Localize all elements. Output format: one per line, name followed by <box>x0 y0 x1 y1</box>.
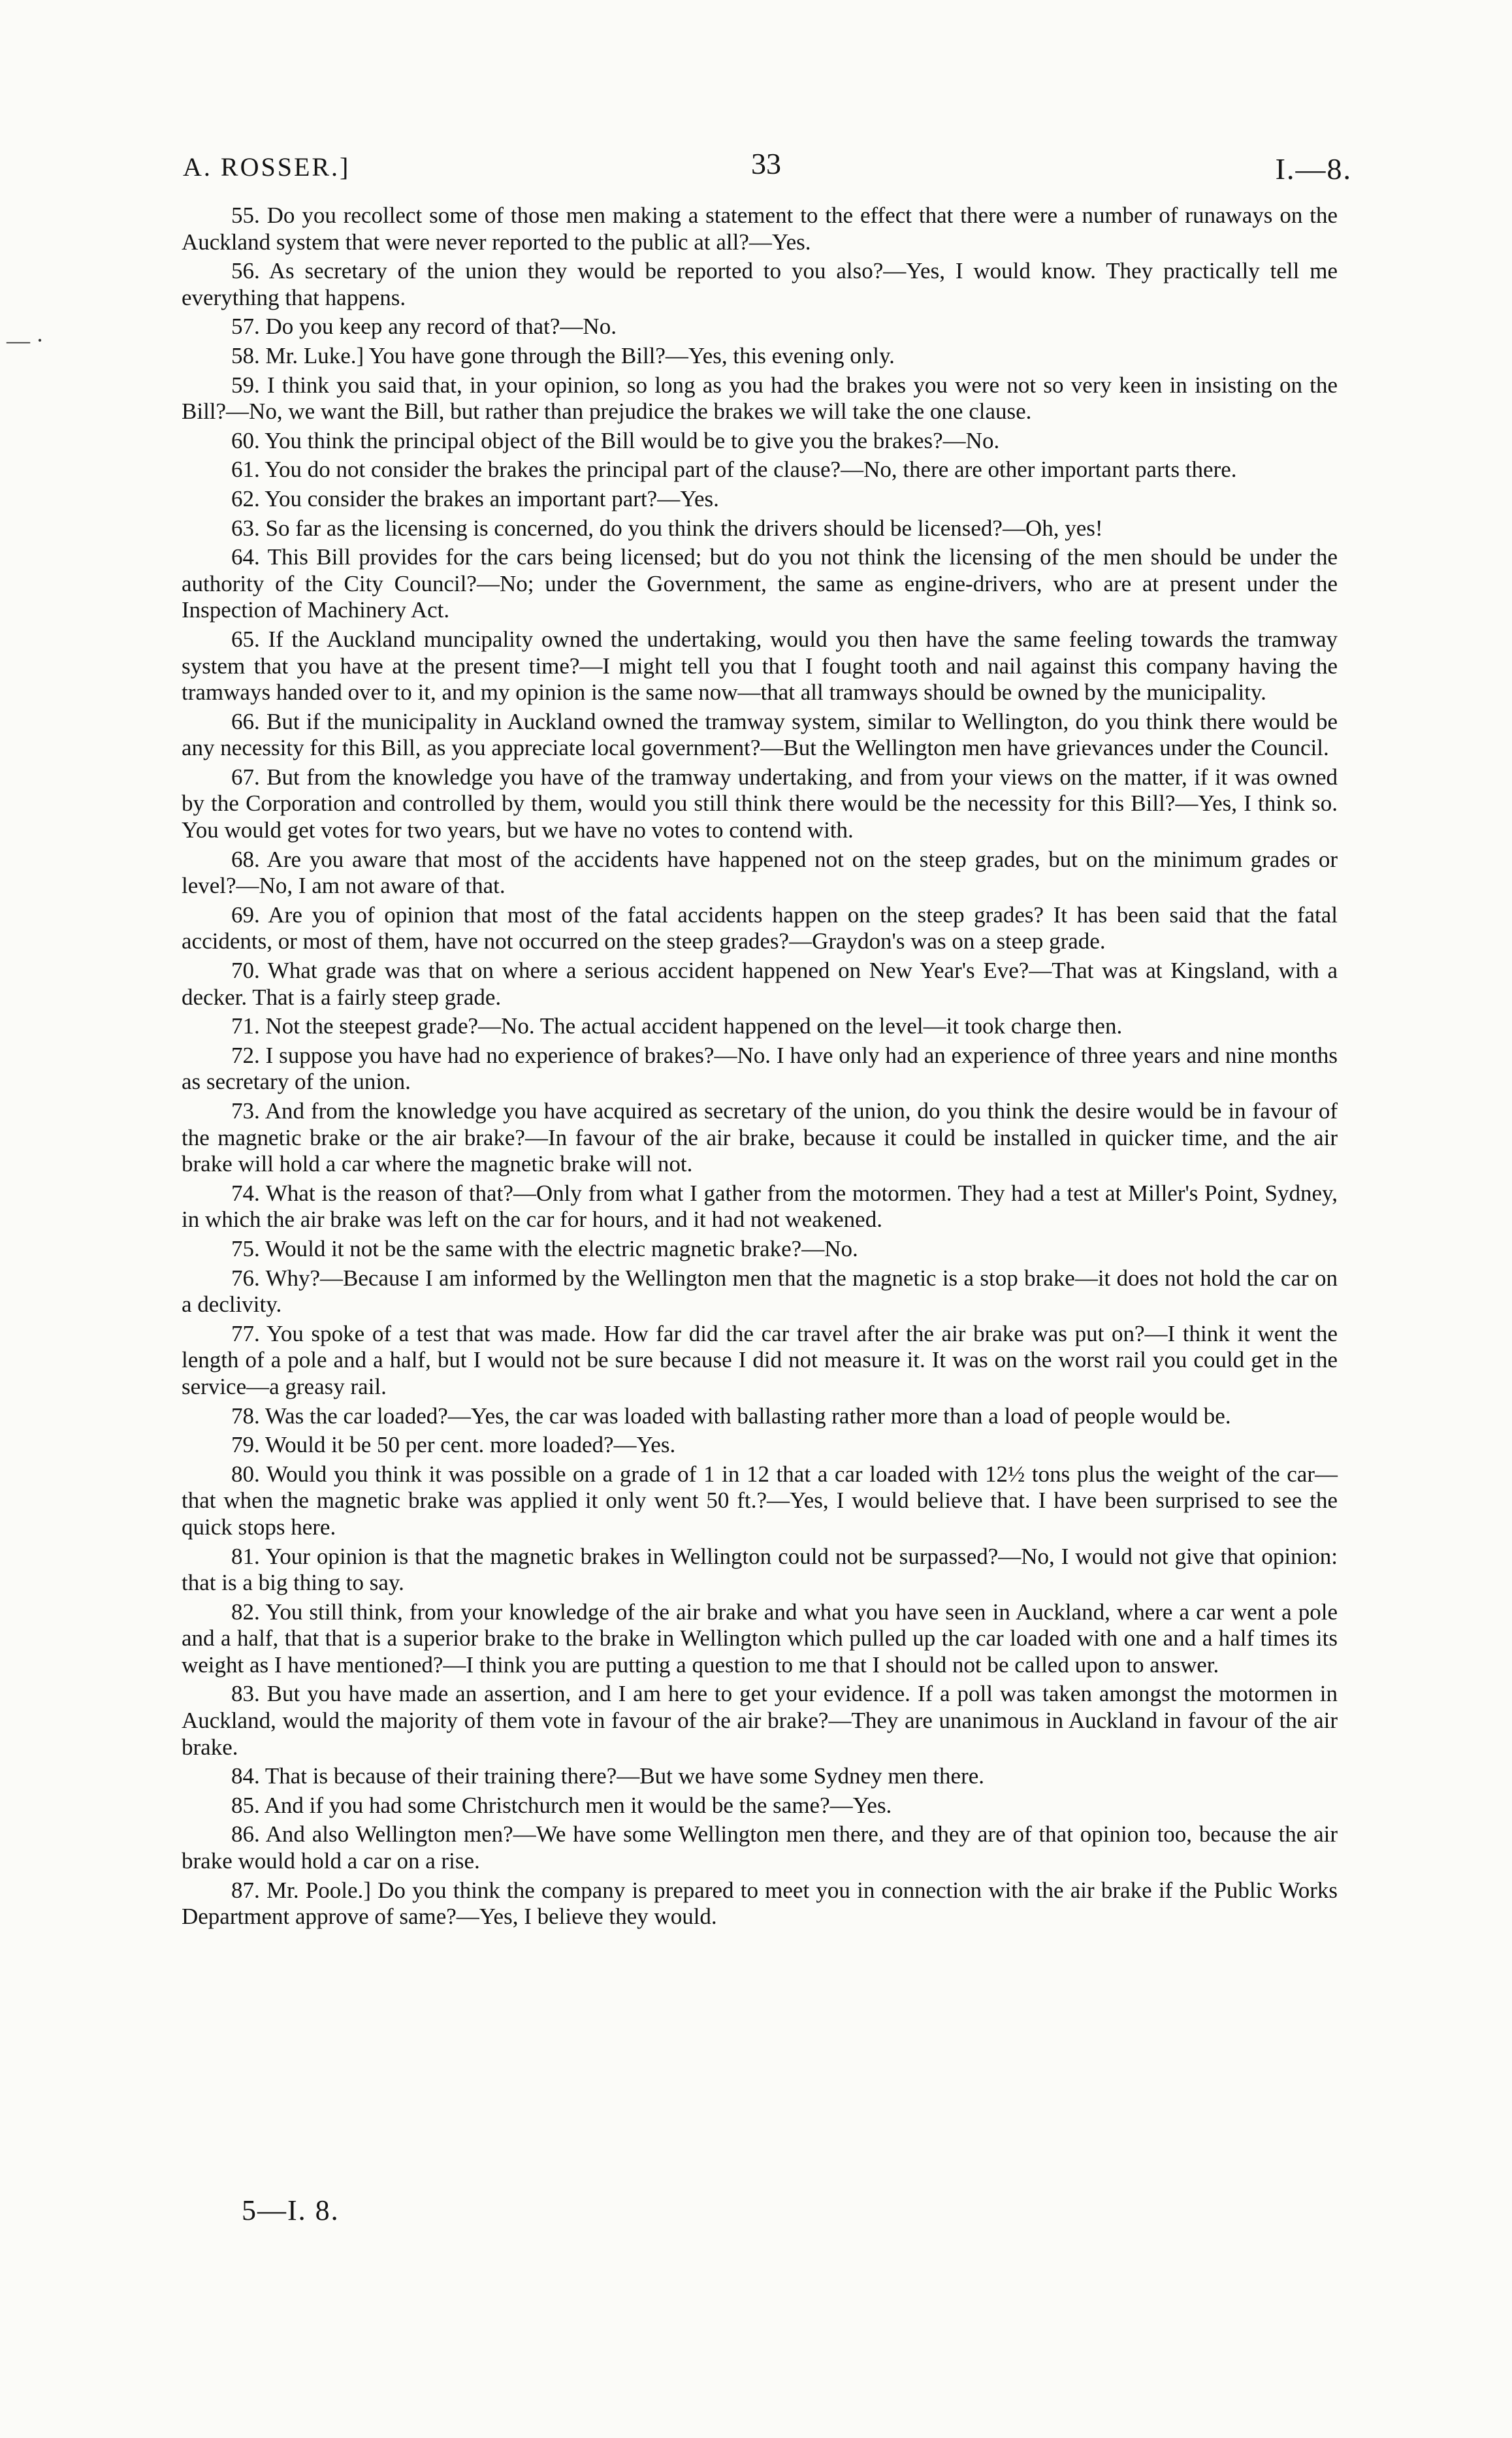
question-answer-paragraph: 69. Are you of opinion that most of the fatal accidents happen on the steep grades? It has been said that the fatal accidents, or most of them, have not occurred on the steep grades?—Graydon's was on a steep grade. <box>182 902 1338 954</box>
witness-name: A. ROSSER.] <box>183 152 351 182</box>
question-answer-paragraph: 73. And from the knowledge you have acquired as secretary of the union, do you think the desire would be in favour of the magnetic brake or the air brake?—In favour of the air brake, because it could be installed in quicker time, and the air brake will hold a car where the magnetic brake will not. <box>182 1098 1338 1177</box>
question-answer-paragraph: 78. Was the car loaded?—Yes, the car was loaded with ballasting rather more than a load of people would be. <box>231 1403 1231 1429</box>
question-answer-paragraph: 58. Mr. Luke.] You have gone through the Bill?—Yes, this evening only. <box>231 342 895 368</box>
question-answer-paragraph: 77. You spoke of a test that was made. How far did the car travel after the air brake was put on?—I think it went the length of a pole and a half, but I would not be sure because I did not measure it. It was on the worst rail you could get in the service—a greasy rail. <box>182 1320 1338 1399</box>
question-answer-paragraph: 72. I suppose you have had no experience of brakes?—No. I have only had an experience of three years and nine months as secretary of the union. <box>182 1042 1338 1095</box>
question-answer-paragraph: 68. Are you aware that most of the accidents have happened not on the steep grades, but on the minimum grades or level?—No, I am not aware of that. <box>182 846 1338 899</box>
question-answer-paragraph: 84. That is because of their training there?—But we have some Sydney men there. <box>231 1763 985 1789</box>
testimony-body <box>182 203 1338 1933</box>
question-answer-paragraph: 67. But from the knowledge you have of the tramway undertaking, and from your views on the matter, if it was owned by the Corporation and controlled by them, would you still think there would be the necessity for this Bill?—Yes, I think so. You would get votes for two years, but we have no votes to contend with. <box>182 764 1338 843</box>
question-answer-paragraph: 64. This Bill provides for the cars being licensed; but do you not think the licensing of the men should be under the authority of the City Council?—No; under the Government, the same as engine-drivers, who are at present under the Inspection of Machinery Act. <box>182 544 1338 623</box>
question-answer-paragraph: 80. Would you think it was possible on a grade of 1 in 12 that a car loaded with 12½ tons plus the weight of the car—that when the magnetic brake was applied it only went 50 ft.?—Yes, I would believe that. I have been surprised to see the quick stops here. <box>182 1461 1338 1540</box>
question-answer-paragraph: 87. Mr. Poole.] Do you think the company is prepared to meet you in connection with the air brake if the Public Works Department approve of same?—Yes, I believe they would. <box>182 1877 1338 1930</box>
question-answer-paragraph: 63. So far as the licensing is concerned, do you think the drivers should be licensed?—Oh, yes! <box>231 515 1103 541</box>
question-answer-paragraph: 82. You still think, from your knowledge of the air brake and what you have seen in Auckland, where a car went a pole and a half, that that is a superior brake to the brake in Wellington which pulled up the car loaded with one and a half times its weight as I have mentioned?—I think you are putting a question to me that I should not be called upon to answer. <box>182 1599 1338 1678</box>
question-answer-paragraph: 66. But if the municipality in Auckland owned the tramway system, similar to Wellington, do you think there would be any necessity for this Bill, as you appreciate local government?—But the Wellington men have grievances under the Council. <box>182 708 1338 761</box>
question-answer-paragraph: 74. What is the reason of that?—Only from what I gather from the motormen. They had a test at Miller's Point, Sydney, in which the air brake was left on the car for hours, and it had not weakened. <box>182 1180 1338 1233</box>
question-answer-paragraph: 71. Not the steepest grade?—No. The actual accident happened on the level—it took charge then. <box>231 1013 1123 1039</box>
question-answer-paragraph: 61. You do not consider the brakes the principal part of the clause?—No, there are other important parts there. <box>231 457 1237 483</box>
question-answer-paragraph: 59. I think you said that, in your opinion, so long as you had the brakes you were not so very keen in insisting on the Bill?—No, we want the Bill, but rather than prejudice the brakes we will take the one clause. <box>182 372 1338 425</box>
page-number: 33 <box>751 147 781 180</box>
page-footer-signature: 5—I. 8. <box>242 2194 340 2226</box>
question-answer-paragraph: 85. And if you had some Christchurch men it would be the same?—Yes. <box>231 1792 892 1818</box>
question-answer-paragraph: 81. Your opinion is that the magnetic brakes in Wellington could not be surpassed?—No, I would not give that opinion: that is a big thing to say. <box>182 1543 1338 1596</box>
question-answer-paragraph: 75. Would it not be the same with the electric magnetic brake?—No. <box>231 1235 858 1261</box>
question-answer-paragraph: 62. You consider the brakes an important part?—Yes. <box>231 485 719 512</box>
question-answer-paragraph: 70. What grade was that on where a serious accident happened on New Year's Eve?—That was at Kingsland, with a decker. That is a fairly steep grade. <box>182 958 1338 1010</box>
page-header <box>183 147 1352 191</box>
question-answer-paragraph: 79. Would it be 50 per cent. more loaded?—Yes. <box>231 1432 676 1458</box>
question-answer-paragraph: 83. But you have made an assertion, and I am here to get your evidence. If a poll was taken amongst the motormen in Auckland, would the majority of them vote in favour of the air brake?—They are unanimous in Auckland in favour of the air brake. <box>182 1681 1338 1760</box>
question-answer-paragraph: 86. And also Wellington men?—We have some Wellington men there, and they are of that opinion too, because the air brake would hold a car on a rise. <box>182 1821 1338 1874</box>
question-answer-paragraph: 65. If the Auckland muncipality owned the undertaking, would you then have the same feeling towards the tramway system that you have at the present time?—I might tell you that I fought tooth and nail against this company having the tramways handed over to it, and my opinion is the same now—that all tramways should be owned by the municipality. <box>182 626 1338 706</box>
question-answer-paragraph: 76. Why?—Because I am informed by the Wellington men that the magnetic is a stop brake—it does not hold the car on a declivity. <box>182 1265 1338 1318</box>
question-answer-paragraph: 55. Do you recollect some of those men making a statement to the effect that there were a number of runaways on the Auckland system that were never reported to the public at all?—Yes. <box>182 203 1338 255</box>
question-answer-paragraph: 60. You think the principal object of the Bill would be to give you the brakes?—No. <box>231 427 1000 453</box>
question-answer-paragraph: 56. As secretary of the union they would be reported to you also?—Yes, I would know. They practically tell me everything that happens. <box>182 258 1338 310</box>
margin-mark: — · <box>7 327 44 353</box>
paper-reference: I.—8. <box>1275 152 1352 186</box>
question-answer-paragraph: 57. Do you keep any record of that?—No. <box>231 314 617 340</box>
